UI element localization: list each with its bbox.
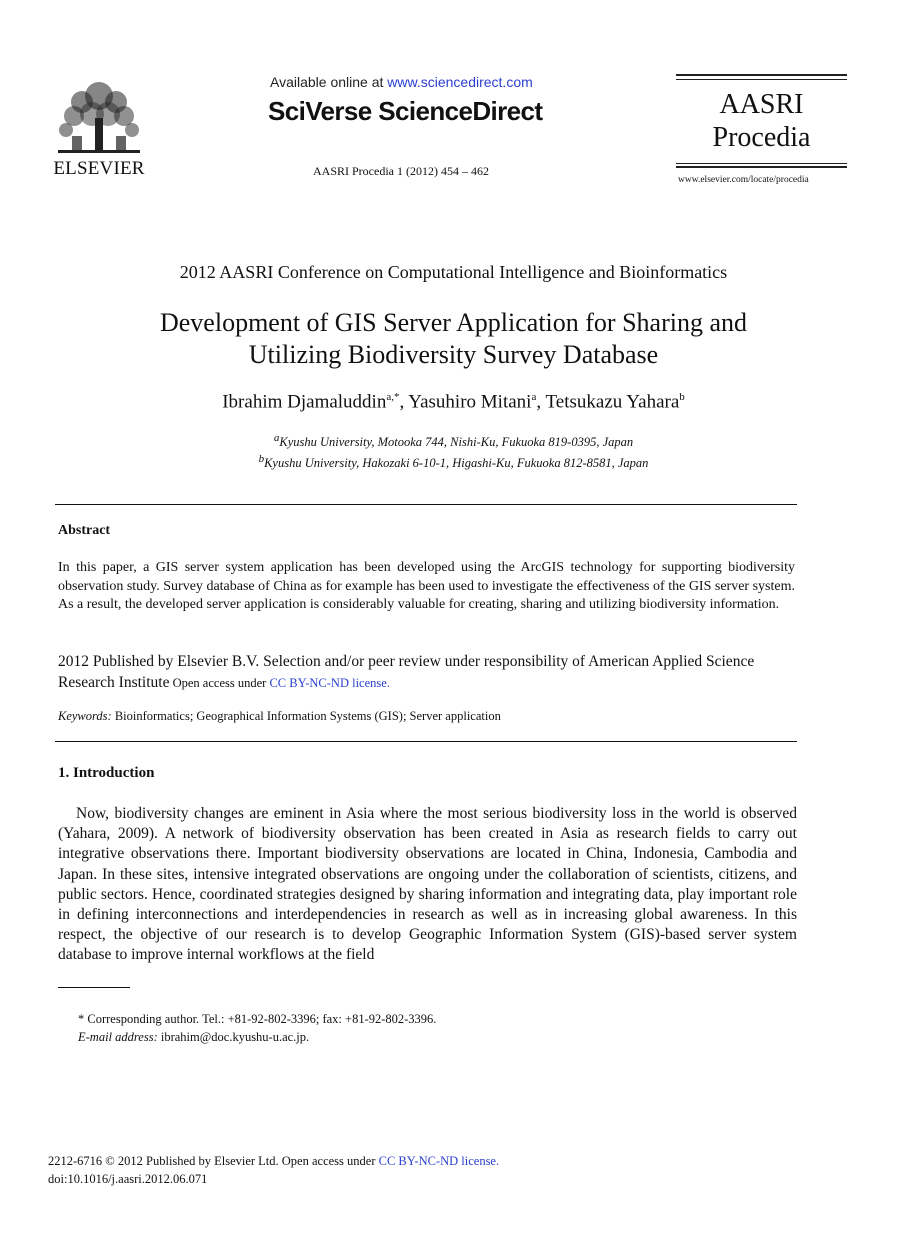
available-prefix: Available online at [270,74,388,90]
journal-box-rule [676,166,847,168]
author-mark: a [531,391,537,403]
keywords [58,709,501,724]
author-name: Ibrahim Djamaluddin [222,391,387,413]
journal-citation: AASRI Procedia 1 (2012) 454 – 462 [313,164,489,178]
abstract-text: In this paper, a GIS server system application has been developed using the ArcGIS technology for supporting biodiversity observation study. Survey database of China as for example has been used to investigate the effectiveness of the GIS server system. As a result, the developed server application is considerably valuable for creating, sharing and utilizing biodiversity information. [58,560,795,612]
sciencedirect-link[interactable]: www.sciencedirect.com [387,74,533,90]
journal-box-rule [676,163,847,164]
doi: doi:10.1016/j.aasri.2012.06.071 [48,1172,208,1186]
published-text: 2012 Published by Elsevier B.V. Selection and/or peer review under responsibility of American Applied Science Research Institute [58,653,755,691]
title-line-2: Utilizing Biodiversity Survey Database [248,340,659,369]
affiliations [0,430,907,472]
affiliation [0,451,907,472]
author-mark: b [679,391,685,403]
publisher-wordmark: ELSEVIER [53,158,145,179]
journal-subname: Procedia [712,122,811,153]
section-divider [55,504,797,505]
section-heading: 1. Introduction [58,765,155,781]
journal-name: AASRI [719,89,804,120]
copyright-text: 2212-6716 © 2012 Published by Elsevier Ltd. Open access under [48,1154,379,1168]
affiliation-text: Kyushu University, Hakozaki 6-10-1, Higashi-Ku, Fukuoka 812-8581, Japan [264,456,649,471]
platform-logo: SciVerse ScienceDirect [268,96,543,126]
open-access-prefix: Open access under [169,676,270,690]
journal-box-rule [676,79,847,80]
paper-title [60,307,847,371]
corresponding-author-note: * Corresponding author. Tel.: +81-92-802-3396; fax: +81-92-802-3396. [78,1012,437,1026]
author-mark: a,* [386,391,400,403]
email-label: E-mail address: [78,1030,158,1044]
journal-box-rule [676,74,847,76]
author-sep: , [399,391,409,413]
open-access-note [169,676,389,690]
keywords-label: Keywords: [58,709,112,723]
available-online [270,74,533,90]
affiliation [0,430,907,451]
affiliation-text: Kyushu University, Motooka 744, Nishi-Ku, Fukuoka 819-0395, Japan [279,435,634,450]
footnote-rule [58,987,130,988]
introduction-text: Now, biodiversity changes are eminent in Asia where the most serious biodiversity loss in the world is observed (Yahara, 2009). A network of biodiversity observation has been created in Asia as research fields to carry out integrative observations there. Important biodiversity observations are located in China, Indonesia, Cambodia and Japan. In these sites, intensive integrated observations are ongoing under the collaboration of scientists, citizens, and public sectors. Hence, coordinated strategies designed by sharing information and integrating data, play important role in defining interconnections and interdependencies in research as well as in increasing global awareness. In this respect, the objective of our research is to develop Geographic Information System (GIS)-based server system database to improve internal workflows at the field [58,805,797,964]
affiliation-mark: a [273,432,280,444]
author-sep: , [536,391,546,413]
email-note [78,1030,309,1045]
journal-url[interactable]: www.elsevier.com/locate/procedia [678,175,809,185]
author-name: Yasuhiro Mitani [408,391,532,413]
abstract-heading: Abstract [58,523,111,538]
publication-statement [58,651,795,694]
section-divider [55,741,797,742]
conference-name: 2012 AASRI Conference on Computational Intelligence and Bioinformatics [179,262,728,282]
license-link[interactable]: CC BY-NC-ND license. [269,676,390,690]
footer-license-link[interactable]: CC BY-NC-ND license. [378,1154,500,1168]
affiliation-mark: b [258,453,265,466]
author-name: Tetsukazu Yahara [545,391,680,413]
email-address: ibrahim@doc.kyushu-u.ac.jp. [157,1030,310,1044]
title-line-1: Development of GIS Server Application for Sharing and [159,308,748,337]
copyright-line [48,1154,499,1169]
author-list [0,391,907,413]
keywords-text: Bioinformatics; Geographical Information Systems (GIS); Server application [111,709,501,723]
